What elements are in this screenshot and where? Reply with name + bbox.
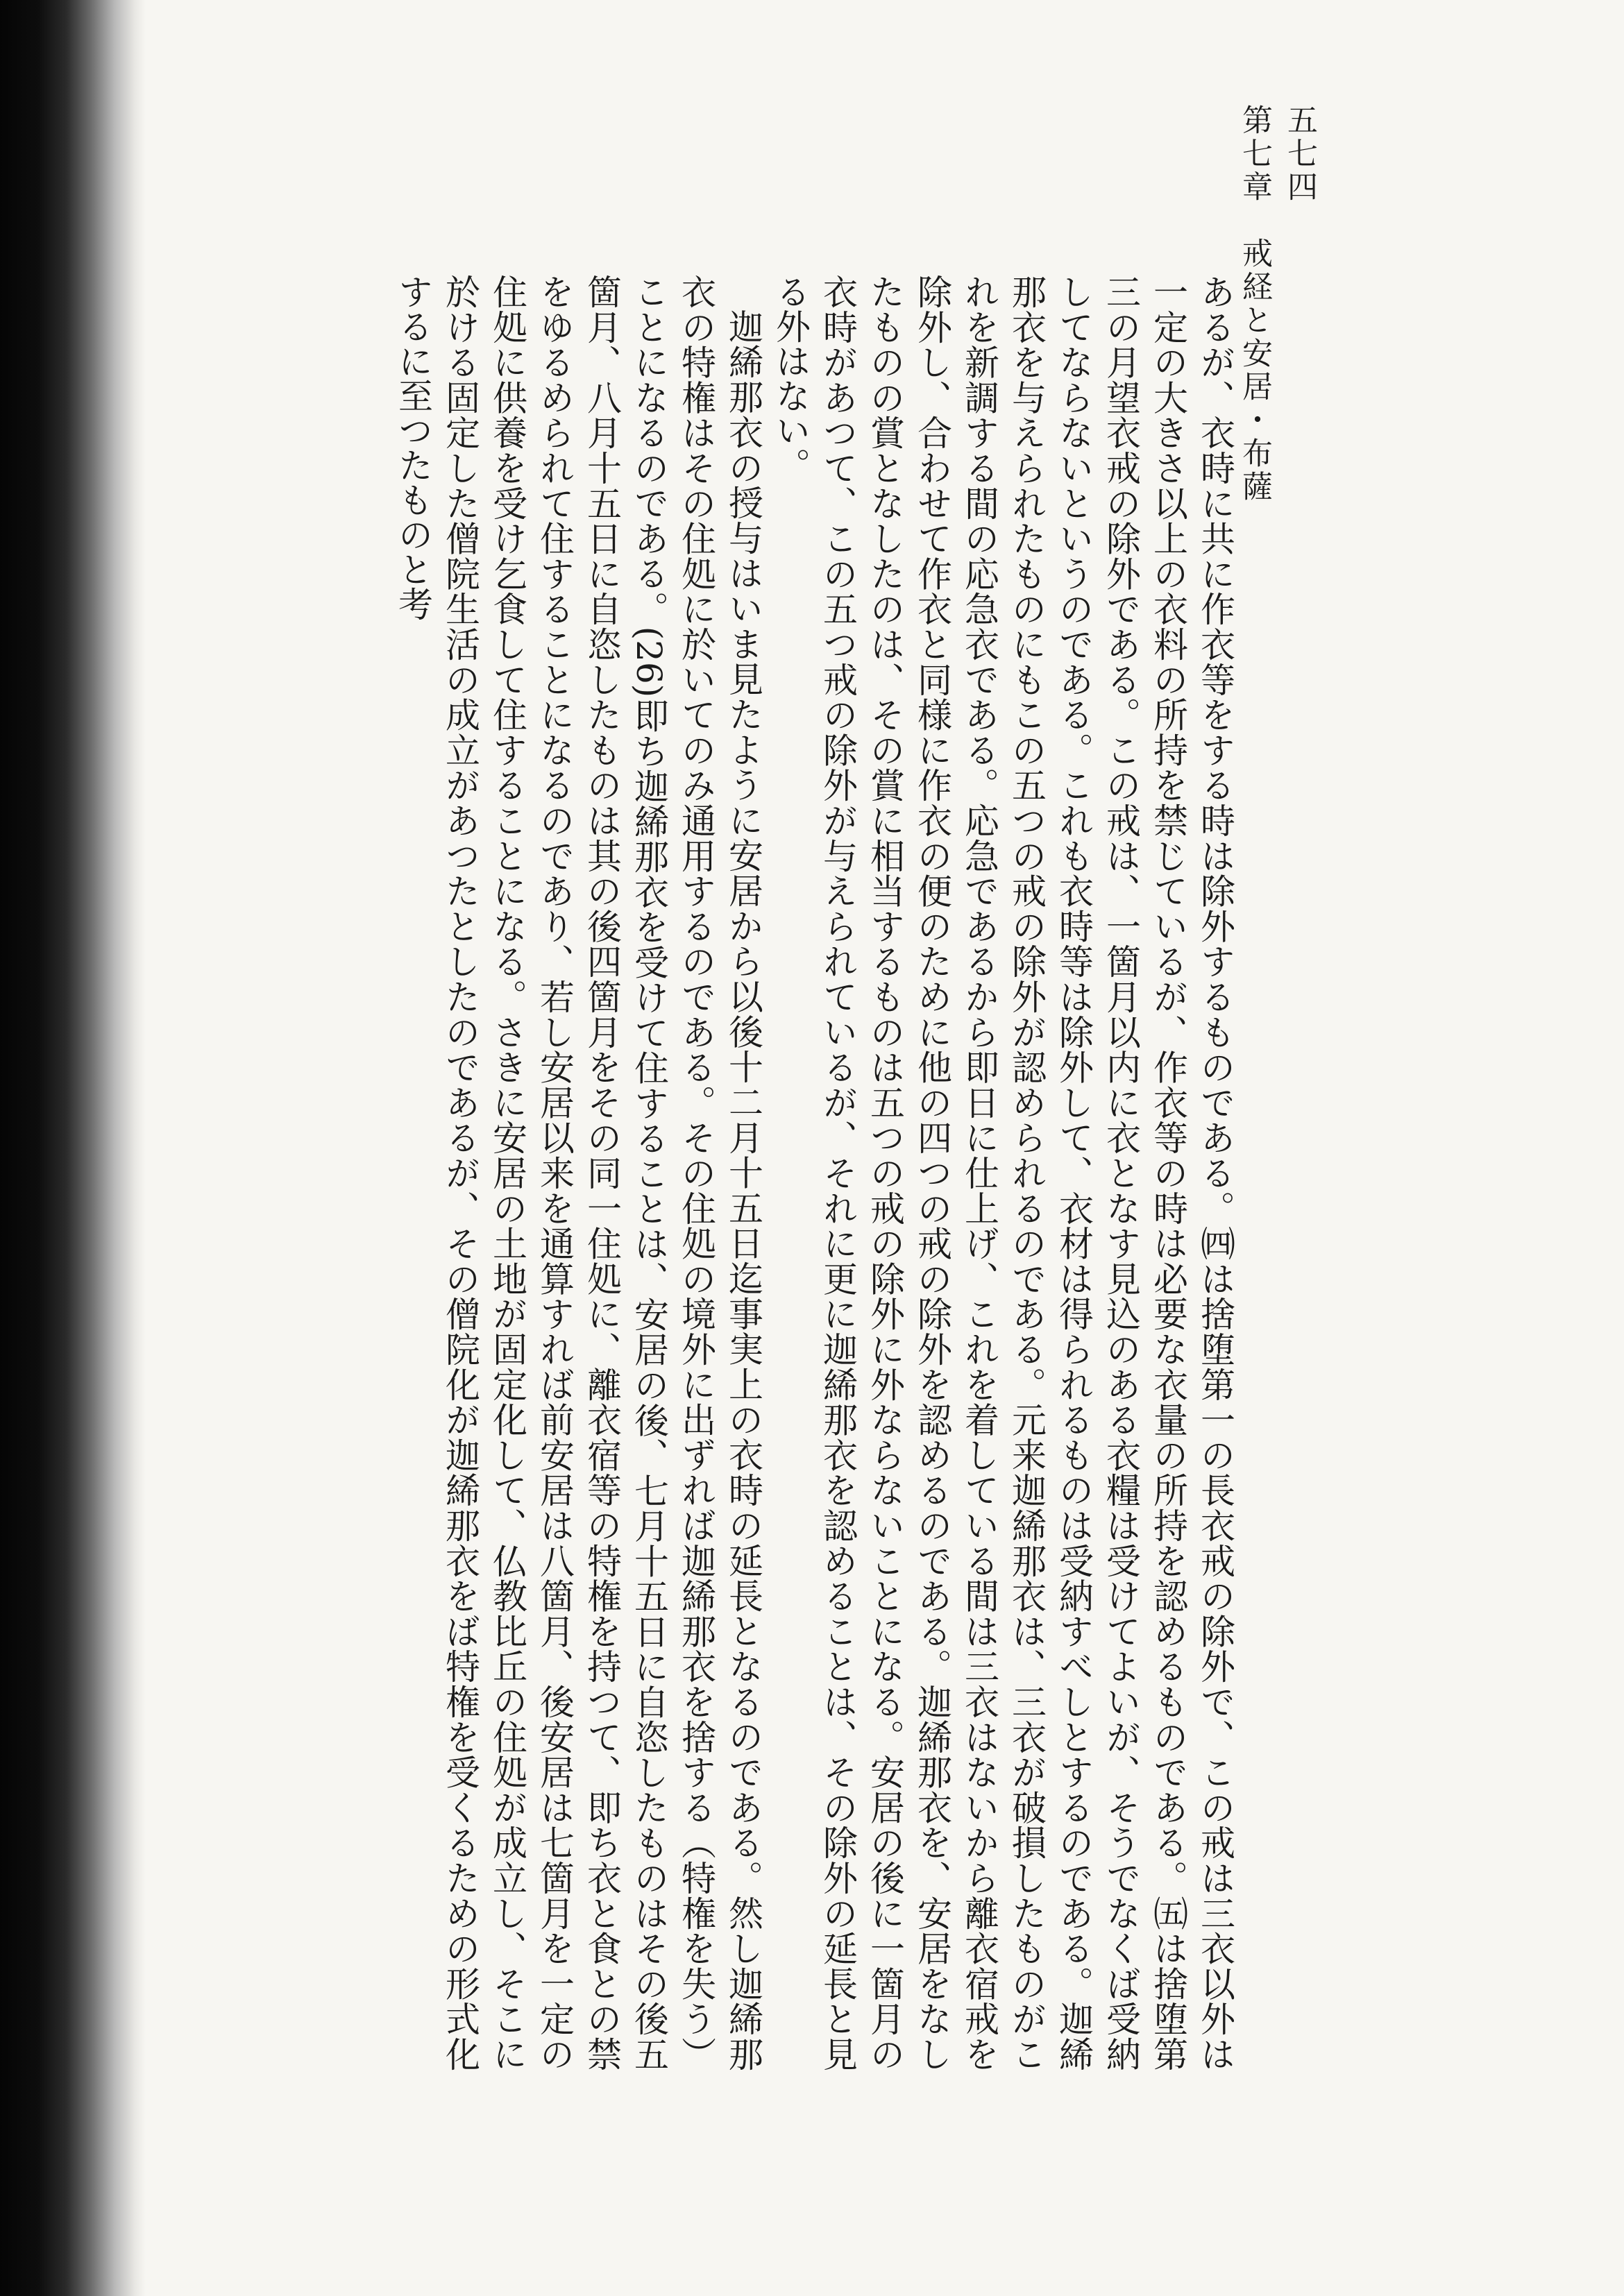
paragraph: 迦絺那衣の授与はいま見たように安居から以後十二月十五日迄事実上の衣時の延長となるのである。然し迦絺那衣の特権はその住処に於いてのみ通用するのである。その住処の境外に出ずれば迦絺那衣を捨する（特権を失う）ことになるのである。(26)即ち迦絺那衣を受けて住することは、安居の後、七月十五日に自恣したものはその後五箇月、八月十五日に自恣したものは其の後四箇月をその同一住処に、離衣宿等の特権を持つて、即ち衣と食との禁をゆるめられて住することになるのであり、若し安居以来を通算すれば前安居は八箇月、後安居は七箇月を一定の住処に供養を受け乞食して住することになる。さきに安居の土地が固定化して、仏教比丘の住処が成立し、そこに於ける固定した僧院生活の成立があつたとしたのであるが、その僧院化が迦絺那衣をば特権を受くるための形式化するに至つたものと考 bbox=[393, 274, 763, 2071]
running-head: 第七章 戒経と安居・布薩 bbox=[1237, 104, 1272, 504]
page-number: 五七四 bbox=[1282, 104, 1317, 204]
paragraph: あるが、衣時に共に作衣等をする時は除外するものである。㈣は捨堕第一の長衣戒の除外で、この戒は三衣以外は一定の大きさ以上の衣料の所持を禁じているが、作衣等の時は必要な衣量の所持を認めるものである。㈤は捨堕第三の月望衣戒の除外である。この戒は、一箇月以内に衣となす見込のある衣糧は受けてよいが、そうでなくば受納してならないというのである。これも衣時等は除外して、衣材は得られるものは受納すべしとするのである。迦絺那衣を与えられたものにもこの五つの戒の除外が認められるのである。元来迦絺那衣は、三衣が破損したものがこれを新調する間の応急衣である。応急であるから即日に仕上げ、これを着している間は三衣はないから離衣宿戒を除外し、合わせて作衣と同様に作衣の便のために他の四つの戒の除外を認めるのである。迦絺那衣を、安居をなしたものの賞となしたのは、その賞に相当するものは五つの戒の除外に外ならないことになる。安居の後に一箇月の衣時があつて、この五つ戒の除外が与えられているが、それに更に迦絺那衣を認めることは、その除外の延長と見る外はない。 bbox=[770, 274, 1235, 2071]
scan-edge-shadow bbox=[0, 0, 146, 2296]
body-text bbox=[139, 274, 1239, 2071]
